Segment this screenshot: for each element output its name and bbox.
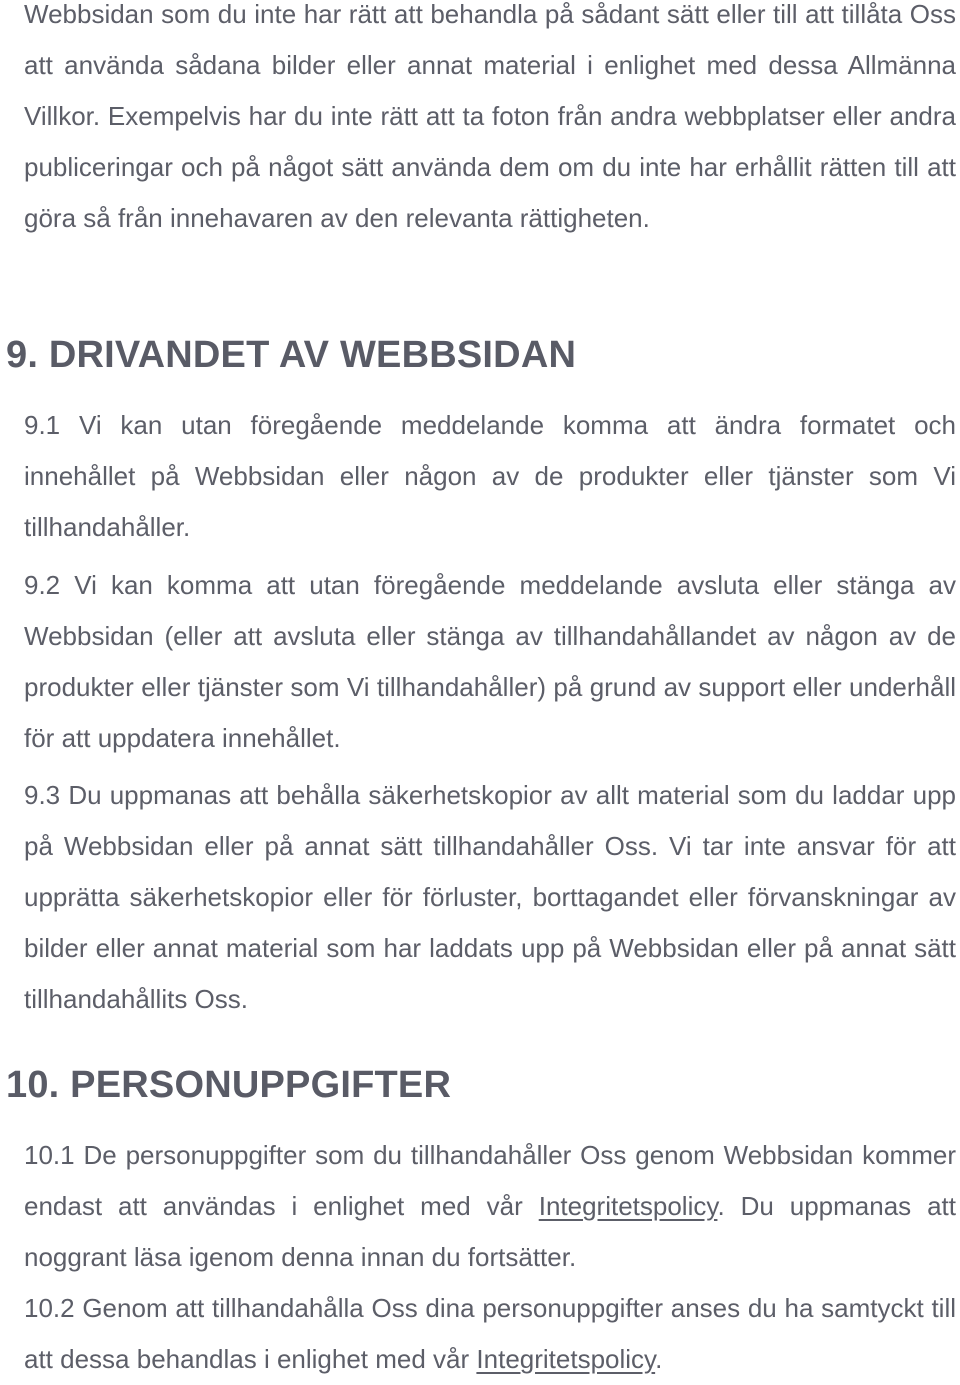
intro-paragraph: Webbsidan som du inte har rätt att behandla på sådant sätt eller till att tillåta Oss att använda sådana bilder eller annat material i enlighet med dessa Allmänna Villkor. Exempelvis har du inte rätt att ta foton från andra webbplatser eller andra publiceringar och på något sätt använda dem om du inte har erhållit rätten till att göra så från innehavaren av den relevanta rättigheten. [24,0,956,233]
privacy-policy-link[interactable]: Integritetspolicy [538,1191,718,1221]
section-10-heading: 10. PERSONUPPGIFTER [6,1064,452,1106]
paragraph-9-1: 9.1 Vi kan utan föregående meddelande komma att ändra formatet och innehållet på Webbsidan eller någon av de produkter eller tjänster som Vi tillhandahåller. [24,410,956,542]
paragraph-10-1-text-end: . Du uppmanas att noggrant läsa igenom denna innan du fortsätter. [24,1191,956,1272]
paragraph-10-2 [24,1283,956,1385]
paragraph-9-3: 9.3 Du uppmanas att behålla säkerhetskopior av allt material som du laddar upp på Webbsidan eller på annat sätt tillhandahåller Oss. Vi tar inte ansvar för att upprätta säkerhetskopior eller för förluster, borttagandet eller förvanskningar av bilder eller annat material som har laddats upp på Webbsidan eller på annat sätt tillhandahållits Oss. [24,780,956,1014]
paragraph-10-2-text-end: . [655,1344,663,1374]
paragraph-10-2-text-start: 10.2 Genom att tillhandahålla Oss dina personuppgifter anses du ha samtyckt till att dessa behandlas i enlighet med vår [24,1293,956,1374]
paragraph-10-1 [24,1130,956,1283]
section-9-heading: 9. DRIVANDET AV WEBBSIDAN [6,334,577,376]
paragraph-9-2: 9.2 Vi kan komma att utan föregående meddelande avsluta eller stänga av Webbsidan (eller att avsluta eller stänga av tillhandahållandet av någon av de produkter eller tjänster som Vi tillhandahåller) på grund av support eller underhåll för att uppdatera innehållet. [24,570,956,753]
paragraph-10-1-text-start: 10.1 De personuppgifter som du tillhandahåller Oss genom Webbsidan kommer endast att användas i enlighet med vår [24,1140,956,1221]
privacy-policy-link-2[interactable]: Integritetspolicy [476,1344,656,1374]
